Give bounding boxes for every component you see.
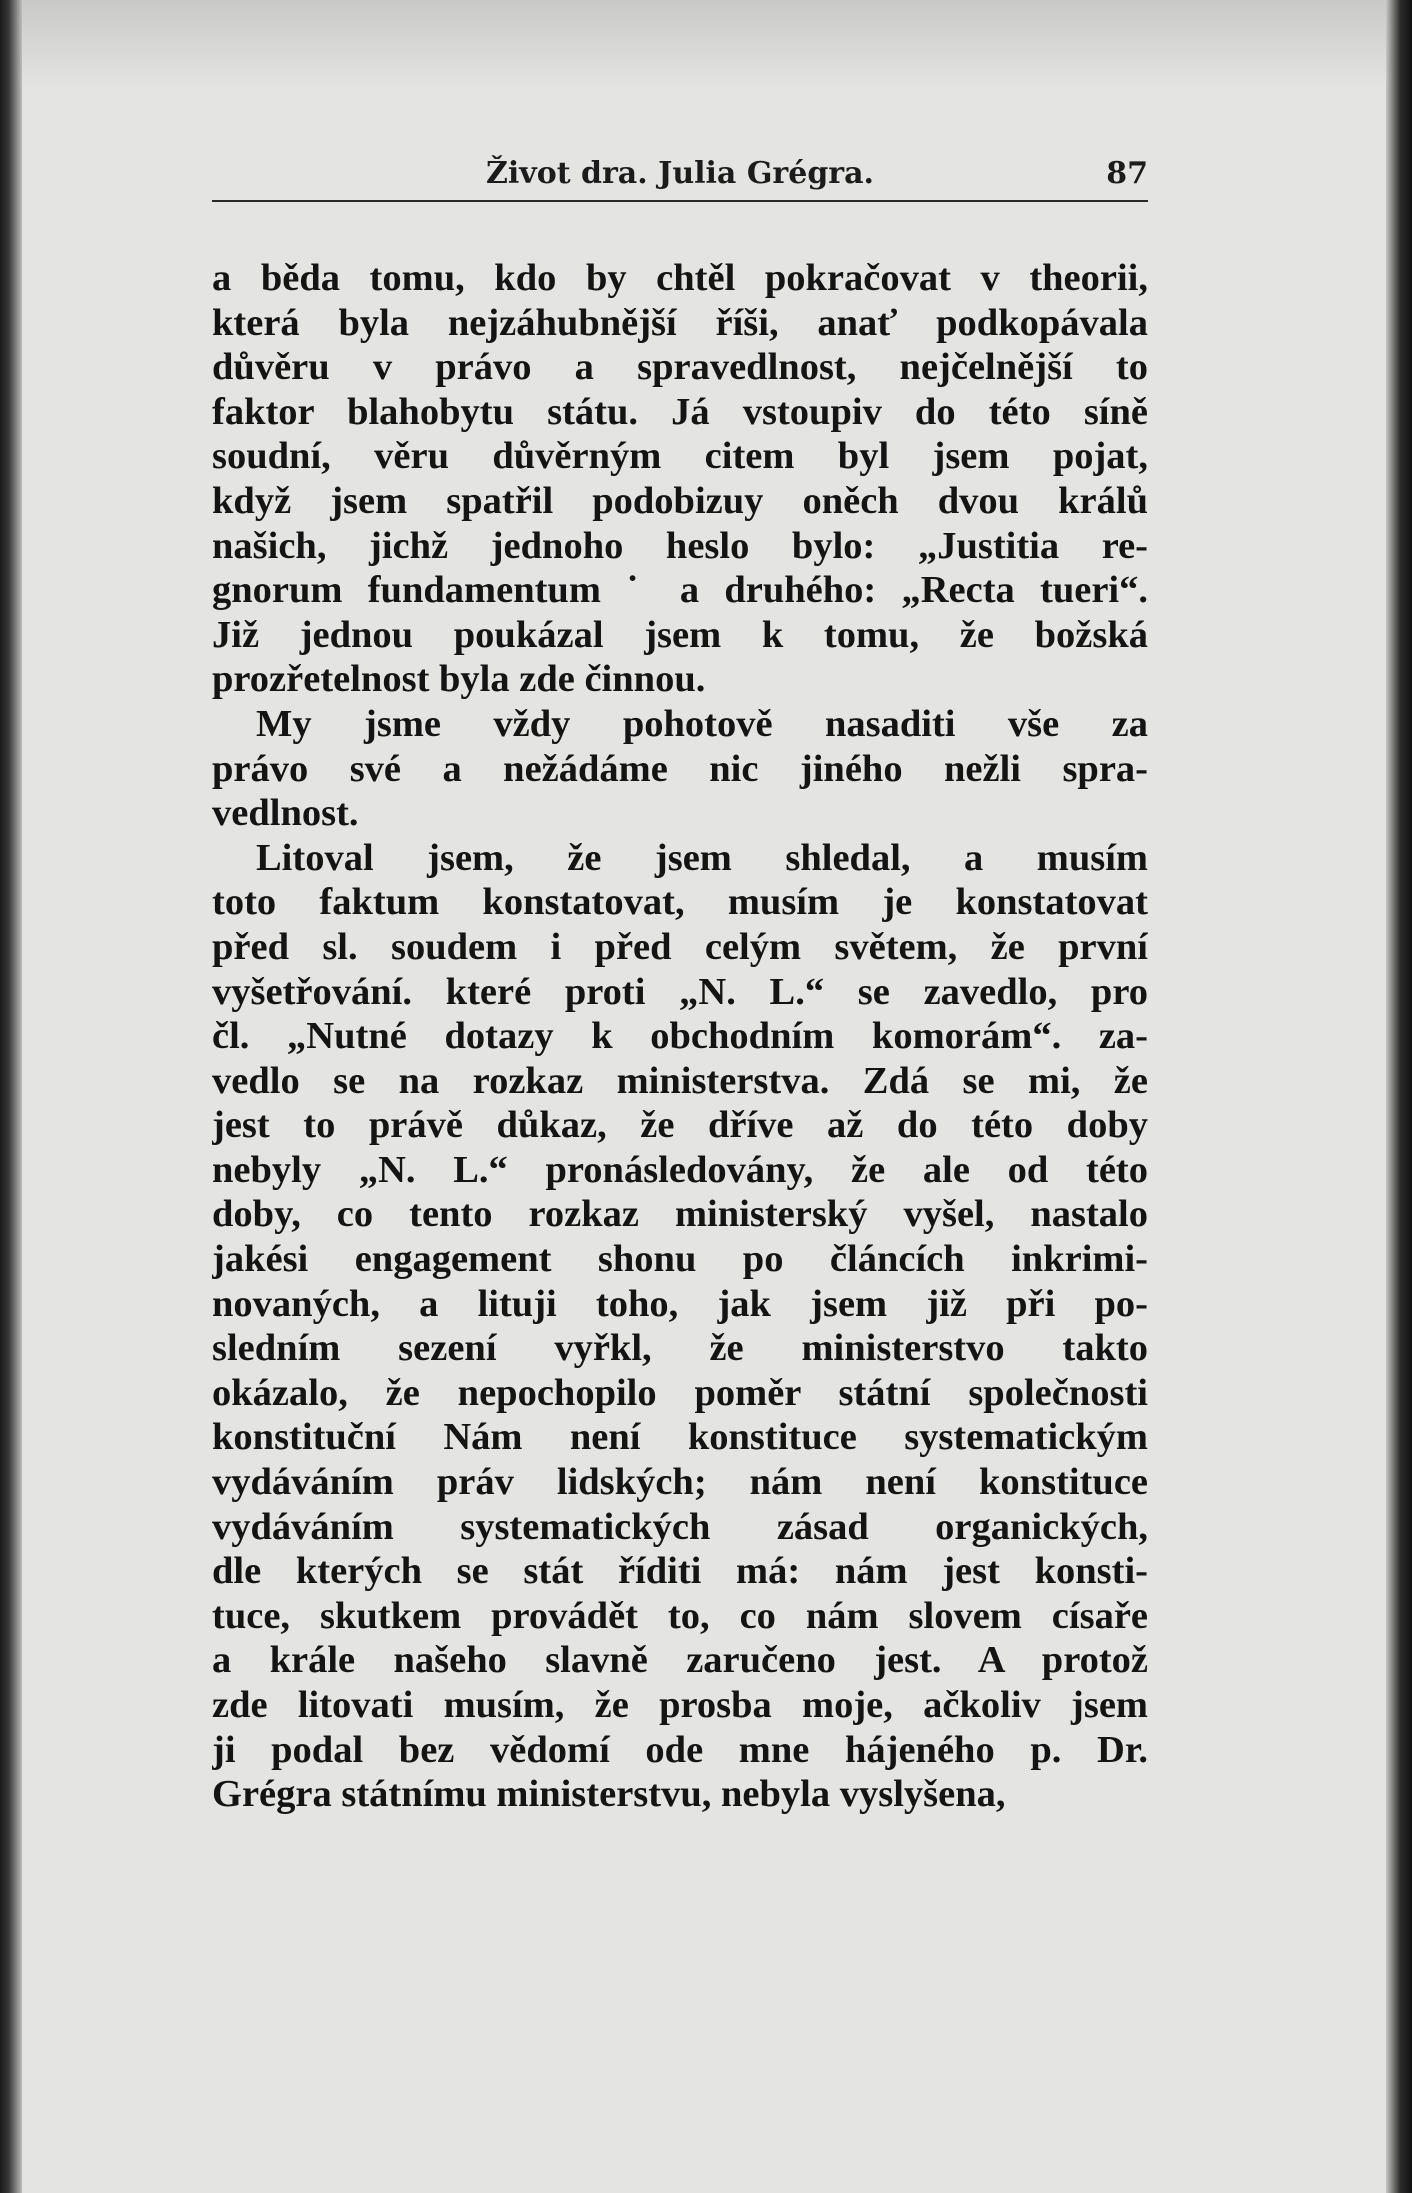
- text-line: My jsme vždy pohotově nasaditi vše za: [256, 702, 1148, 745]
- text-line: vydáváním systematických zásad organických,: [212, 1505, 1148, 1548]
- book-page: [212, 150, 1148, 1817]
- text-line: jest to právě důkaz, že dříve až do této doby: [212, 1104, 1148, 1147]
- text-line: toto faktum konstatovat, musím je konstatovat: [212, 881, 1148, 924]
- text-line: gnorum fundamentum ˙ a druhého: „Recta tueri“.: [212, 569, 1148, 612]
- text-line: jakési engagement shonu po článcích inkrimi-: [212, 1238, 1148, 1281]
- paragraph: [212, 702, 1148, 836]
- text-line: prozřetelnost byla zde činnou.: [212, 658, 706, 701]
- text-line: vedlnost.: [212, 792, 359, 835]
- running-head: [212, 150, 1148, 200]
- text-line: soudní, věru důvěrným citem byl jsem pojat,: [212, 435, 1148, 478]
- text-line: zde litovati musím, že prosba moje, ačkoliv jsem: [212, 1684, 1148, 1726]
- text-line: nebyly „N. L.“ pronásledovány, že ale od této: [212, 1148, 1148, 1191]
- running-head-title: Život dra. Julia Grégra.: [485, 156, 874, 191]
- text-line: důvěru v právo a spravedlnost, nejčelnější to: [212, 346, 1148, 389]
- text-line: našich, jichž jednoho heslo bylo: „Justitia re-: [212, 524, 1148, 567]
- text-line: když jsem spatřil podobizuy oněch dvou králů: [212, 479, 1148, 522]
- scan-shadow-top: [0, 0, 1412, 90]
- text-line: Litoval jsem, že jsem shledal, a musím: [256, 836, 1148, 879]
- text-line: vydáváním práv lidských; nám není konstituce: [212, 1461, 1148, 1504]
- header-rule: [212, 200, 1148, 202]
- paragraph: [212, 836, 1148, 1817]
- page-number: 87: [1106, 156, 1148, 191]
- paragraph: [212, 256, 1148, 702]
- text-line: okázalo, že nepochopilo poměr státní společnosti: [212, 1371, 1148, 1414]
- text-line: ji podal bez vědomí ode mne hájeného p. Dr.: [212, 1728, 1148, 1771]
- body-text: [212, 256, 1148, 1817]
- text-line: Grégra státnímu ministerstvu, nebyla vyslyšena,: [212, 1773, 1006, 1816]
- text-line: která byla nejzáhubnější říši, anať podkopávala: [212, 301, 1148, 344]
- text-line: a běda tomu, kdo by chtěl pokračovat v theorii,: [212, 257, 1148, 299]
- text-line: faktor blahobytu státu. Já vstoupiv do této síně: [212, 390, 1148, 433]
- text-line: právo své a nežádáme nic jiného nežli spra-: [212, 747, 1148, 790]
- text-line: doby, co tento rozkaz ministerský vyšel, nastalo: [212, 1193, 1148, 1236]
- text-line: před sl. soudem i před celým světem, že první: [212, 925, 1148, 968]
- scan-edge-right: [1386, 0, 1412, 2193]
- text-line: dle kterých se stát říditi má: nám jest konsti-: [212, 1550, 1148, 1593]
- text-line: sledním sezení vyřkl, že ministerstvo takto: [212, 1327, 1148, 1370]
- text-line: novaných, a lituji toho, jak jsem již při po-: [212, 1282, 1148, 1325]
- text-line: vyšetřování. které proti „N. L.“ se zavedlo, pro: [212, 970, 1148, 1013]
- scan-edge-left: [0, 0, 22, 2193]
- text-line: čl. „Nutné dotazy k obchodním komorám“. za-: [212, 1015, 1148, 1058]
- text-line: Již jednou poukázal jsem k tomu, že božská: [212, 613, 1148, 656]
- text-line: tuce, skutkem provádět to, co nám slovem císaře: [212, 1594, 1148, 1637]
- text-line: konstituční Nám není konstituce systematickým: [212, 1416, 1148, 1459]
- text-line: a krále našeho slavně zaručeno jest. A protož: [212, 1639, 1148, 1682]
- text-line: vedlo se na rozkaz ministerstva. Zdá se mi, že: [212, 1059, 1148, 1102]
